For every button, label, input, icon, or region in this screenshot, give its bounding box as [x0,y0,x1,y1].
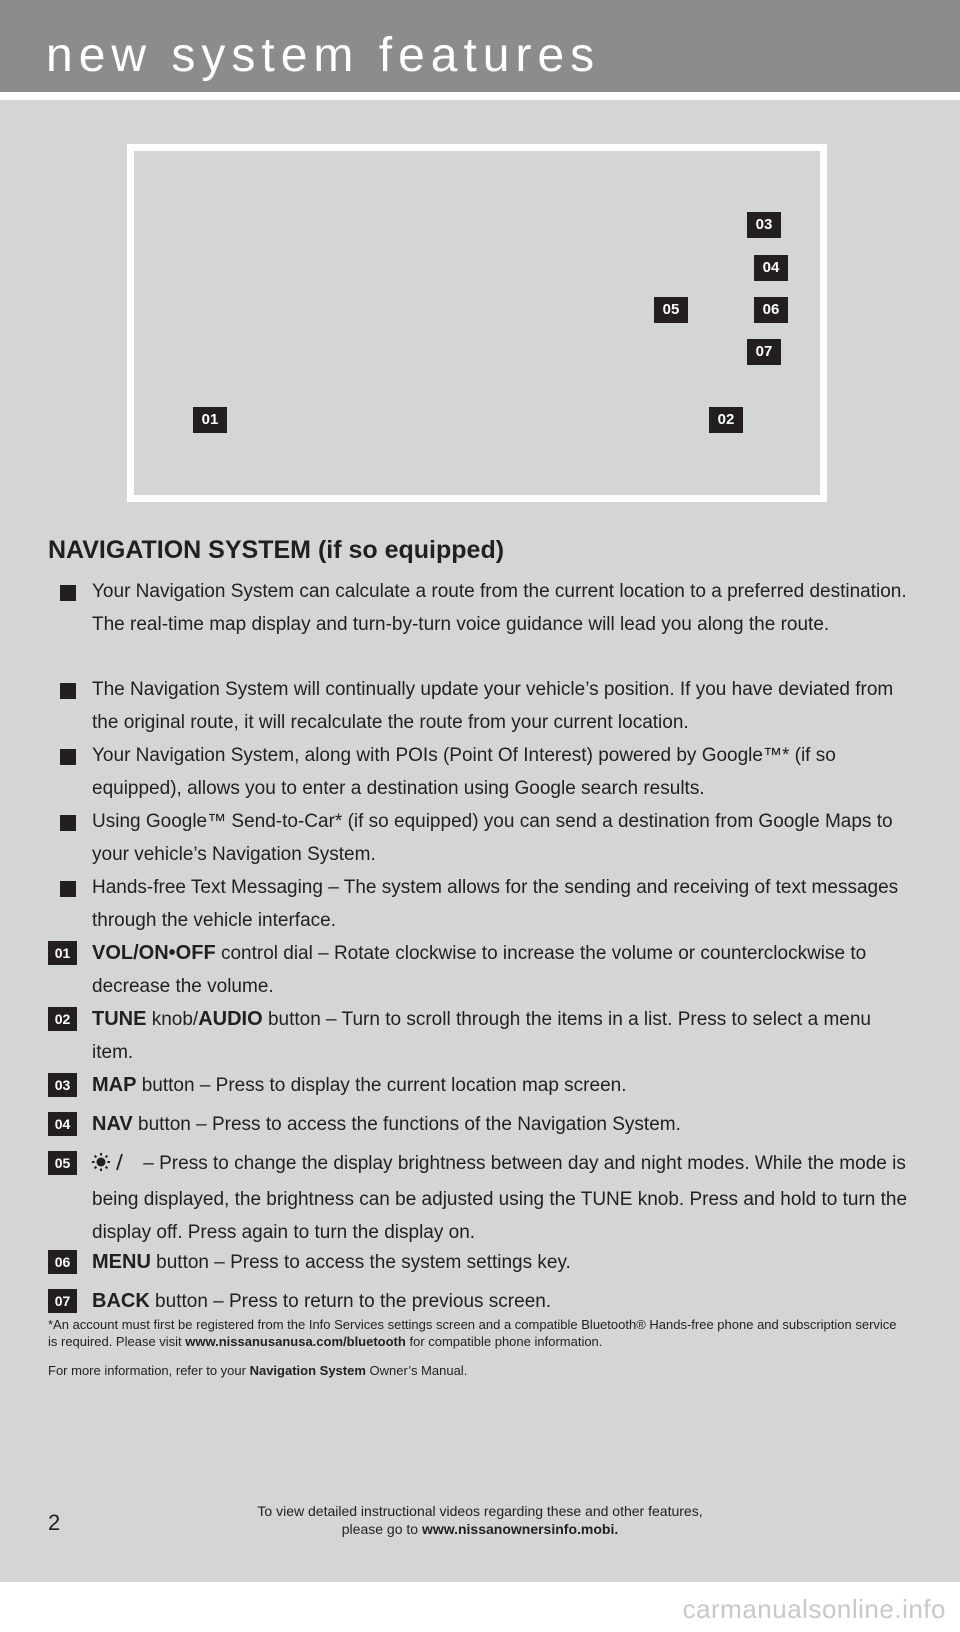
item-day-night [92,1147,912,1249]
footnote-link[interactable]: www.nissanusanusa.com/bluetooth [185,1334,406,1349]
page-title: new system features [46,29,601,82]
more-info [48,1363,467,1378]
item-text: control dial – Rotate clockwise to increase the volume or counterclockwise to decrease the volume. [92,943,867,997]
item-text: button – Press to access the functions of the Navigation System. [132,1114,681,1135]
bullet-text: The Navigation System will continually update your vehicle’s position. If you have deviated from the original route, it will recalculate the route from your current location. [92,679,894,733]
footnote [48,1316,908,1350]
bullet-text: Your Navigation System can calculate a route from the current location to a preferred destination. The real-time map display and turn-by-turn voice guidance will lead you along the route. [92,581,907,635]
more-info-suffix: Owner’s Manual. [365,1363,468,1378]
section-heading [48,536,504,565]
heading-main: NAVIGATION SYSTEM [48,536,311,564]
item-tune-audio [92,1003,912,1069]
bullet-text: Hands-free Text Messaging – The system allows for the sending and receiving of text messages through the vehicle interface. [92,877,899,931]
item-key: BACK [92,1290,150,1312]
footnote-text-end: for compatible phone information. [405,1334,603,1349]
item-text: button – Press to return to the previous screen. [149,1291,552,1312]
more-info-prefix: For more information, refer to your [48,1363,250,1378]
item-number: 06 [48,1250,77,1274]
bottom-note-line2 [0,1520,960,1538]
callout-01: 01 [193,407,227,433]
callout-05: 05 [654,297,688,323]
item-number: 01 [48,941,77,965]
bullet-icon [60,881,76,897]
item-number: 05 [48,1151,77,1175]
bullet-icon [60,683,76,699]
item-key: TUNE [92,1008,147,1030]
item-key: MAP [92,1074,137,1096]
item-key: VOL/ON•OFF [92,942,216,964]
bullet-icon [60,815,76,831]
item-map [92,1069,912,1102]
item-number: 04 [48,1112,77,1136]
item-number: 02 [48,1007,77,1031]
bullet-icon [60,585,76,601]
bottom-note-prefix: please go to [341,1521,422,1537]
item-key: NAV [92,1113,133,1135]
item-text: button – Press to access the system settings key. [150,1252,571,1273]
day-night-icon [92,1150,138,1183]
item-key: MENU [92,1251,151,1273]
bottom-note [0,1502,960,1538]
item-text: – Press to change the display brightness between day and night modes. While the mode is being displayed, the brightness can be adjusted using the TUNE knob. Press and hold to turn the display off. Press again to turn the display on. [92,1153,908,1243]
figure-frame [127,144,827,502]
item-vol-on-off [92,937,912,1003]
bottom-note-line1: To view detailed instructional videos regarding these and other features, [257,1503,703,1519]
header-divider [0,92,960,100]
item-nav [92,1108,912,1141]
callout-07: 07 [747,339,781,365]
callout-04: 04 [754,255,788,281]
footnote-text: *An account must first be registered from the Info Services settings screen and a compatible Bluetooth® Hands-free phone and subscription service is required. Please visit [48,1317,897,1349]
heading-suffix: (if so equipped) [317,536,505,564]
owners-url-link[interactable]: www.nissanownersinfo.mobi. [421,1521,619,1537]
manual-name: Navigation System [249,1363,366,1378]
item-key2: AUDIO [198,1008,263,1030]
callout-03: 03 [747,212,781,238]
bullet-text: Using Google™ Send-to-Car* (if so equipped) you can send a destination from Google Maps to your vehicle’s Navigation System. [92,811,893,865]
item-menu [92,1246,912,1279]
item-number: 03 [48,1073,77,1097]
watermark: carmanualsonline.info [682,1594,946,1624]
item-text: button – Turn to scroll through the items in a list. Press to select a menu item. [92,1009,871,1063]
item-mid: knob/ [146,1009,199,1030]
callout-06: 06 [754,297,788,323]
bullet-text: Your Navigation System, along with POIs (Point Of Interest) powered by Google™* (if so equipped), allows you to enter a destination using Google search results. [92,745,836,799]
item-text: button – Press to display the current location map screen. [136,1075,627,1096]
bullet-icon [60,749,76,765]
callout-02: 02 [709,407,743,433]
page-number: 2 [48,1510,61,1535]
item-back [92,1285,912,1318]
item-number: 07 [48,1289,77,1313]
